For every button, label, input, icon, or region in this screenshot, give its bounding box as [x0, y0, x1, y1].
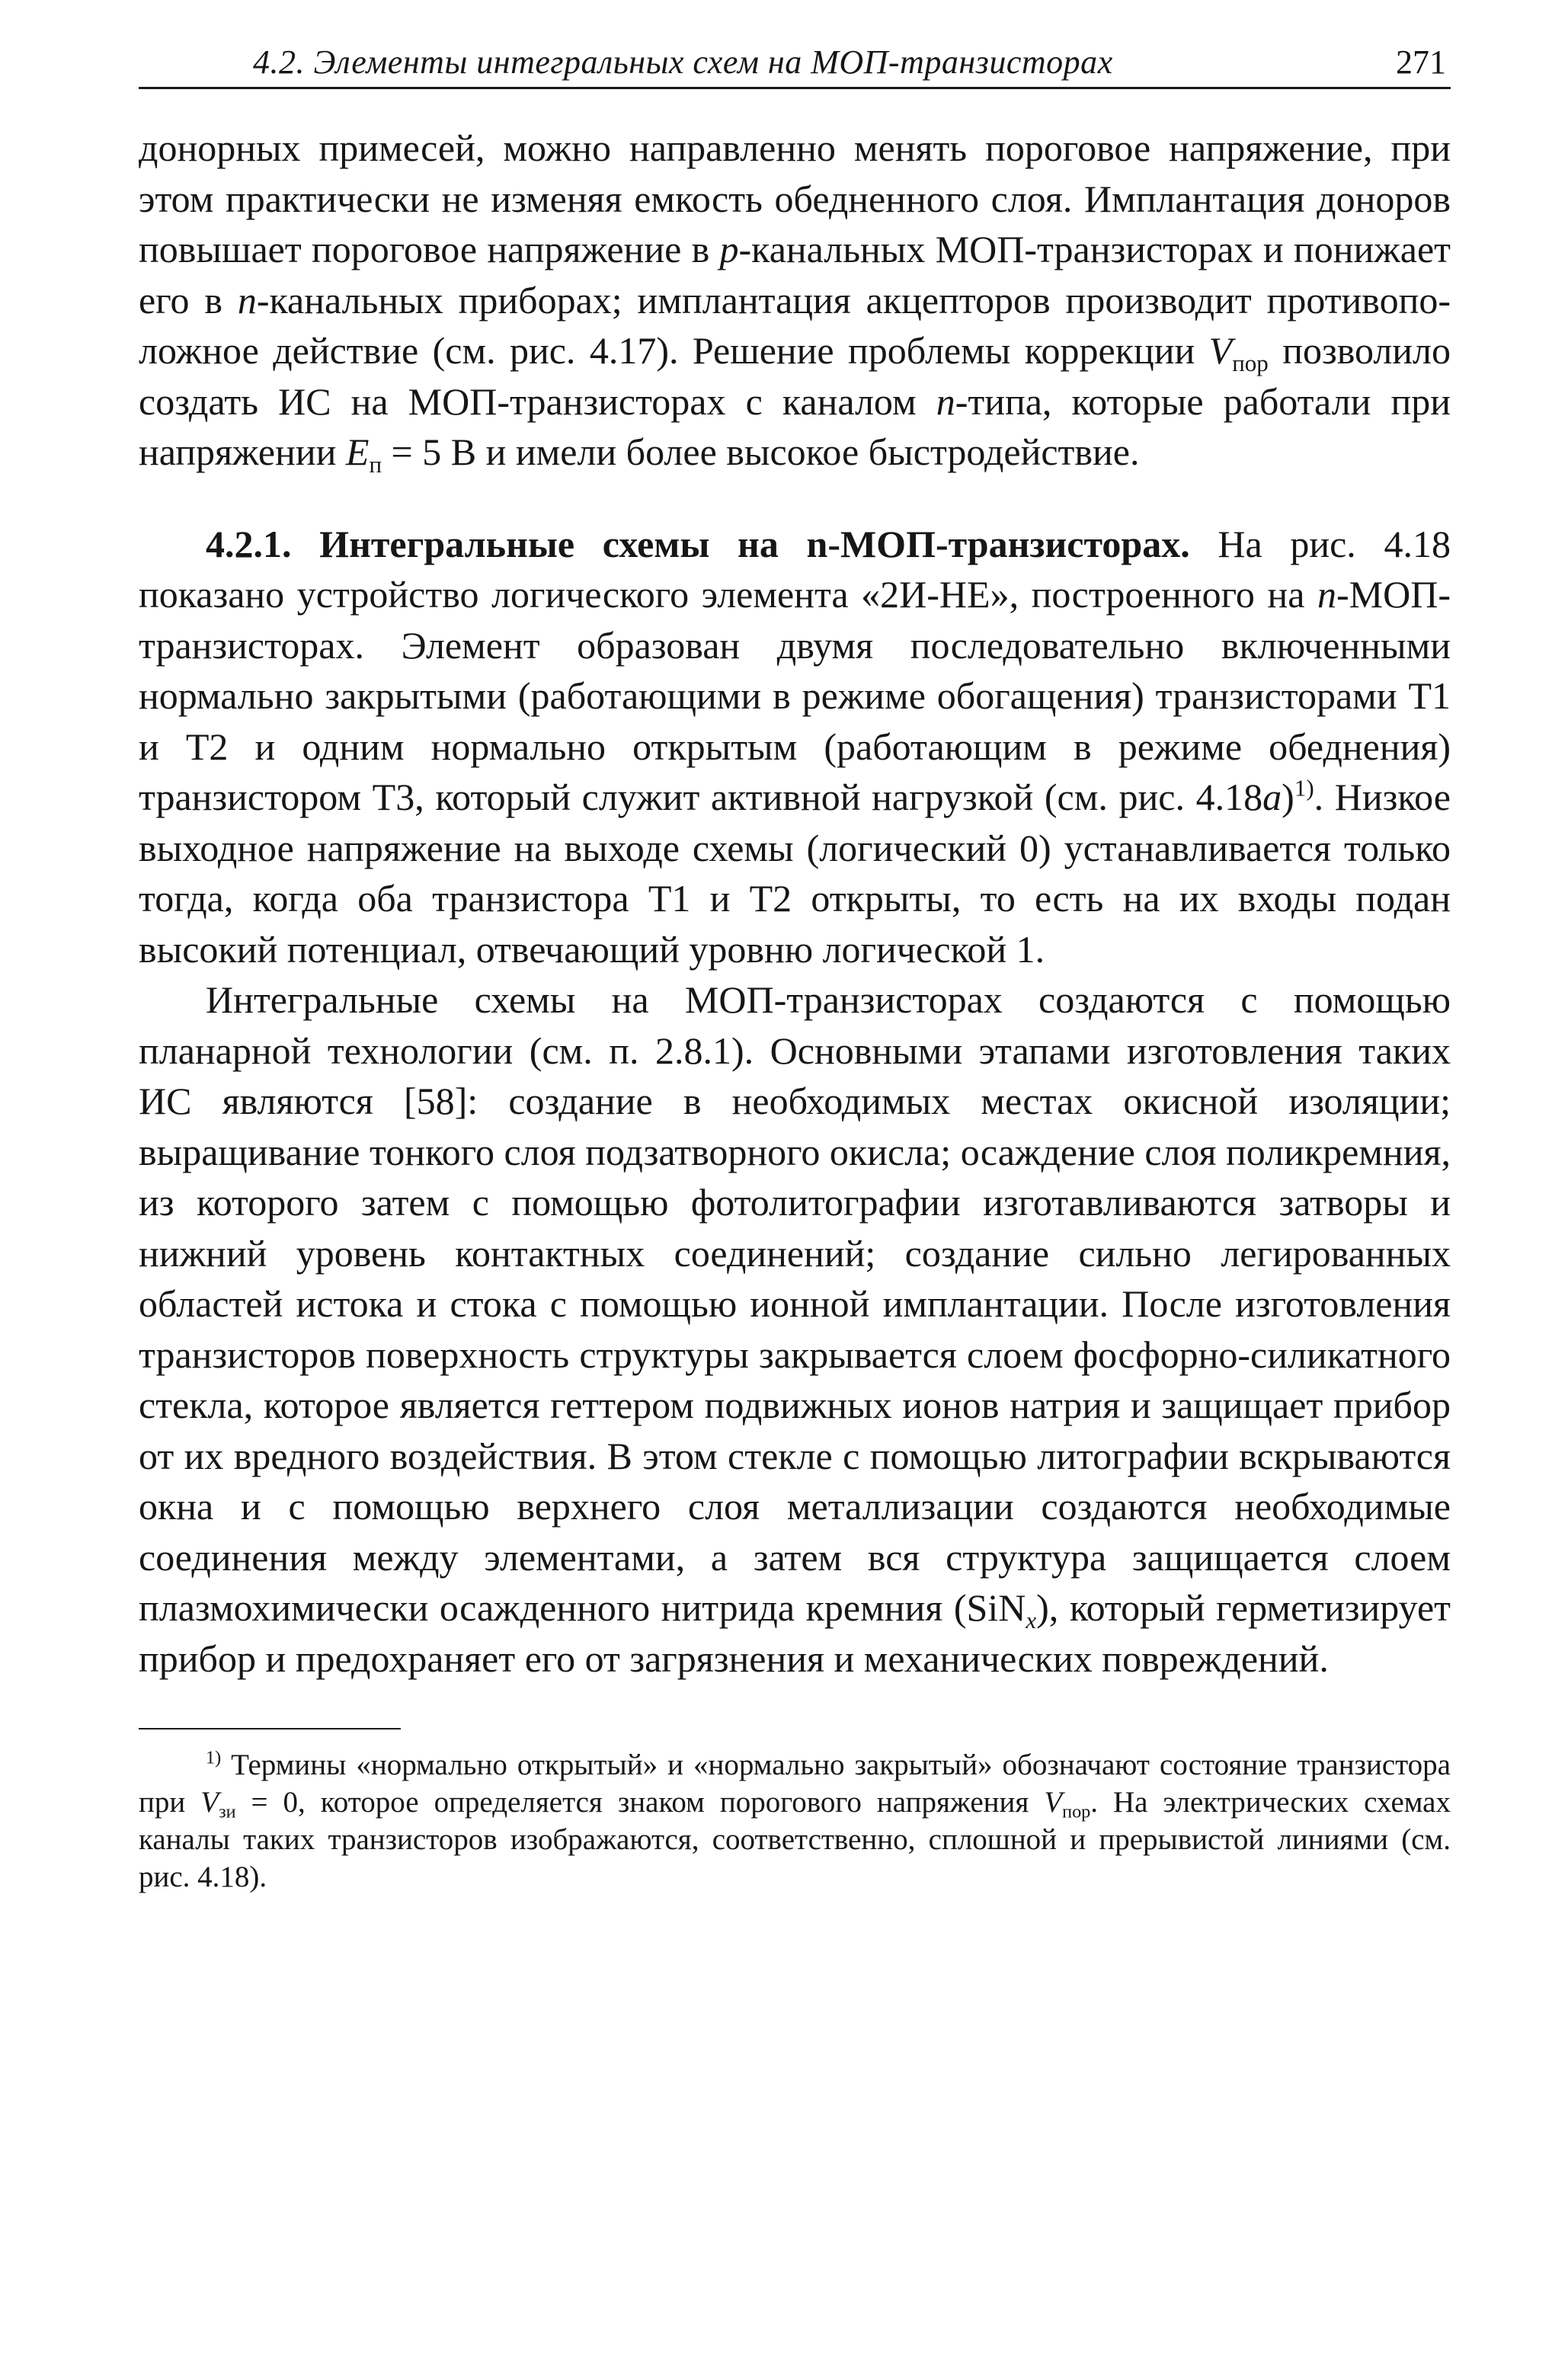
text-run: донорных примесей, можно направленно менять пороговое напряжение, при этом практически не изменяя емкость обедненного слоя. Имплантация доноров повышает пороговое напряжение в	[139, 126, 1451, 270]
footnote-mark: 1)	[206, 1747, 222, 1768]
paragraph-nmos-section	[139, 519, 1451, 975]
footnote-rule	[139, 1728, 401, 1729]
math-n: n	[1317, 573, 1337, 616]
text-run: = 5 В и имели более высокое быстродействие.	[382, 430, 1140, 473]
text-run: ), который герметизирует прибор и предохраняет его от загрязнения и механических повреждений.	[139, 1586, 1451, 1680]
running-head	[139, 30, 1451, 89]
text-run: -типа, которые работали при напряжении	[139, 379, 1451, 473]
math-v: V	[1208, 329, 1233, 372]
text-run: = 0, которое определяется знаком порогового напряжения	[235, 1786, 1045, 1819]
running-title: 4.2. Элементы интегральных схем на МОП-транзисторах	[253, 43, 1113, 81]
body-text	[139, 123, 1451, 1684]
math-subscript: x	[1026, 1606, 1037, 1633]
page-number: 271	[1396, 43, 1446, 81]
math-n: n	[237, 278, 257, 322]
text-run: Термины «нормально открытый» и «нормально закрытый» обозначают состояние транзистора при	[139, 1749, 1451, 1819]
paragraph-threshold-correction	[139, 123, 1451, 478]
footnote-reference: 1)	[1294, 774, 1314, 802]
math-subscript: пор	[1232, 349, 1269, 376]
book-page	[139, 30, 1451, 1896]
text-run: На рис. 4.18 показано устройство логического элемента «2И-НЕ», построенного на	[139, 522, 1451, 616]
math-subscript: п	[369, 450, 382, 478]
text-run: Интегральные схемы на МОП-транзисторах создаются с помощью планарной технологии (см. п. 2.8.1). Основными этапами изготовления таких ИС являются [58]: создание в необходимых местах окисной изоляции; выращивание тонкого слоя подзатворного окисла; осаждение слоя поликремния, из которого затем с помощью фотолитографии изготавливаются затворы и нижний уровень контактных соединений; создание сильно легированных областей истока и стока с помощью ионной имплантации. После изготовления транзисторов поверхность структуры закрывается слоем фосфорно-силикатного стекла, которое является геттером подвижных ионов натрия и защищает прибор от их вредного воздействия. В этом стекле с помощью литографии вскрываются окна и с помощью верхнего слоя металлизации создаются необходимые соединения между элементами, а затем вся структура защищается слоем плазмохимически осажденного нитрида кремния (SiN	[139, 978, 1451, 1629]
text-run: . Низкое выходное напряжение на выходе схемы (логический 0) устанавливается только тогда, когда оба транзистора Т1 и Т2 открыты, то есть на их входы подан высокий потенциал, отвечающий уровню логической 1.	[139, 776, 1451, 971]
text-run: -канальных МОП-транзисторах и понижает его в	[139, 228, 1451, 322]
math-p: p	[719, 228, 739, 270]
text-run: -канальных приборах; имплантация акцепторов производит противоположное действие (см. рис. 4.17). Решение проблемы коррекции	[139, 278, 1451, 372]
math-subscript: пор	[1062, 1801, 1091, 1822]
section-heading: 4.2.1. Интегральные схемы на n-МОП-транзисторах.	[206, 522, 1190, 565]
footnote	[139, 1746, 1451, 1896]
text-run: )	[1282, 776, 1294, 818]
math-n: n	[936, 379, 955, 423]
math-subscript: зи	[219, 1801, 236, 1822]
figure-letter: а	[1262, 776, 1282, 818]
math-v: V	[1044, 1786, 1063, 1819]
text-run: позволило создать ИС на МОП-транзисторах с каналом	[139, 329, 1451, 423]
paragraph-planar-technology	[139, 974, 1451, 1684]
text-run: . На электрических схемах каналы таких транзисторов изображаются, соответственно, сплошной и прерывистой линиями (см. рис. 4.18).	[139, 1786, 1451, 1893]
math-v: V	[200, 1786, 219, 1819]
text-run: -МОП-транзисторах. Элемент образован двумя последовательно включенными нормально закрытыми (работающими в режиме обогащения) транзисторами Т1 и Т2 и одним нормально открытым (работающим в режиме обеднения) транзистором Т3, который служит активной нагрузкой (см. рис. 4.18	[139, 573, 1451, 818]
math-e: E	[345, 430, 370, 473]
